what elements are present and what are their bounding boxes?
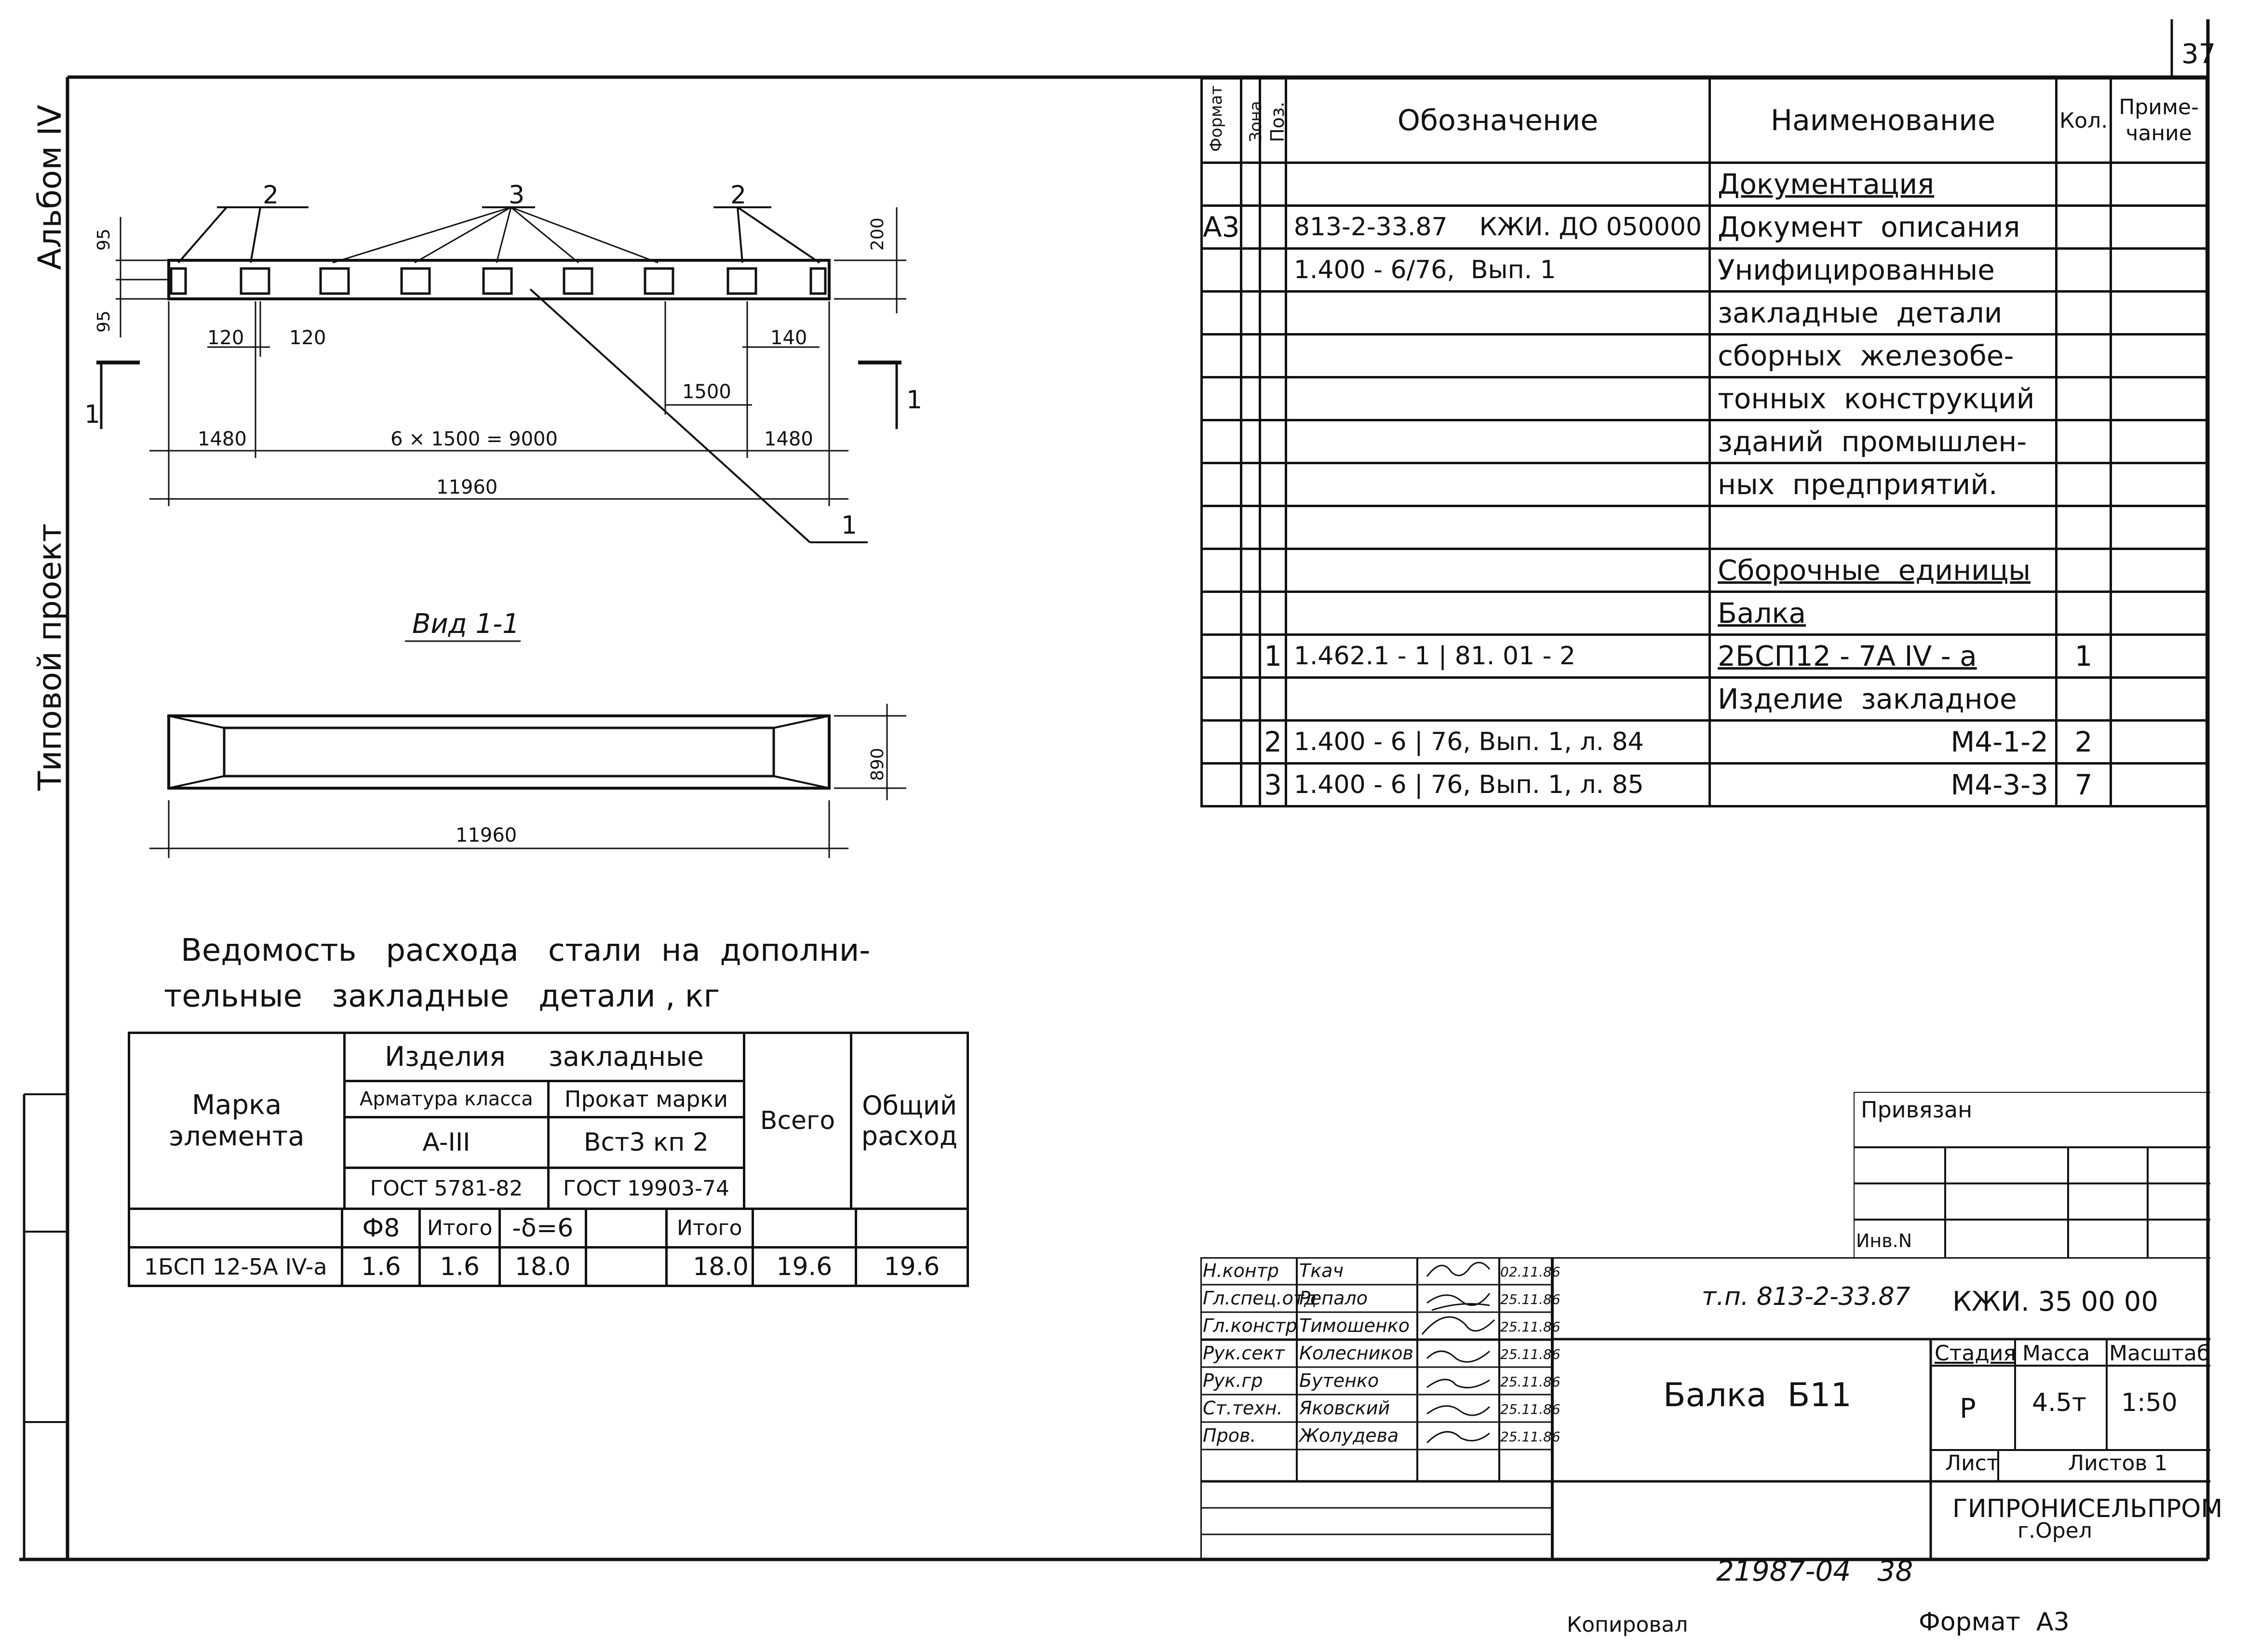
tb-person-date: 25.11.86 xyxy=(1500,1291,1560,1307)
tb-sheets-label: Листов 1 xyxy=(2068,1451,2168,1476)
spec-format xyxy=(1202,249,1241,292)
sub1-class: A-III xyxy=(345,1117,549,1168)
spec-zone xyxy=(1241,163,1260,206)
spec-designation: 1.400 - 6/76, Вып. 1 xyxy=(1286,249,1709,292)
spec-name: Документ описания xyxy=(1710,206,2057,249)
spec-row xyxy=(1202,377,2207,420)
spec-qty: 2 xyxy=(2056,721,2111,764)
tb-person-date: 02.11.86 xyxy=(1500,1264,1560,1280)
spec-format xyxy=(1202,678,1241,721)
spec-row xyxy=(1202,678,2207,721)
dim-1480-left: 1480 xyxy=(198,428,247,450)
spec-qty xyxy=(2056,420,2111,463)
spec-name: Документация xyxy=(1710,163,2057,206)
sub1-header: Арматура класса xyxy=(345,1081,549,1117)
spec-qty xyxy=(2056,292,2111,335)
spec-name: закладные детали xyxy=(1710,292,2057,335)
tb-sheet-label: Лист xyxy=(1945,1451,1999,1476)
spec-name xyxy=(1710,506,2057,549)
spec-pos xyxy=(1260,377,1286,420)
spec-format xyxy=(1202,335,1241,377)
spec-zone xyxy=(1241,420,1260,463)
spec-format xyxy=(1202,420,1241,463)
spec-designation xyxy=(1286,377,1709,420)
spec-note xyxy=(2111,506,2207,549)
spec-format xyxy=(1202,163,1241,206)
steel-table-bottom xyxy=(128,1208,969,1287)
spec-format xyxy=(1202,463,1241,506)
spec-designation xyxy=(1286,678,1709,721)
sub2-header: Прокат марки xyxy=(548,1081,744,1117)
tb-mass: 4.5т xyxy=(2032,1388,2086,1417)
dim-95-top: 95 xyxy=(94,228,114,251)
spec-zone xyxy=(1241,377,1260,420)
spec-note xyxy=(2111,420,2207,463)
spec-pos xyxy=(1260,335,1286,377)
spec-qty xyxy=(2056,549,2111,592)
spec-note xyxy=(2111,764,2207,806)
tb-org: ГИПРОНИСЕЛЬПРОМ xyxy=(1952,1494,2223,1523)
section-mark-right: 1 xyxy=(906,386,923,415)
spec-note xyxy=(2111,206,2207,249)
spec-zone xyxy=(1241,592,1260,635)
dim-120-a: 120 xyxy=(207,327,244,349)
col-empty-header xyxy=(586,1209,666,1248)
spec-designation xyxy=(1286,549,1709,592)
col-mark-header: Марка элемента xyxy=(129,1033,345,1209)
dim-200: 200 xyxy=(868,217,888,251)
tb-person-role: Гл.констр xyxy=(1203,1315,1297,1336)
col-delta-header: -δ=6 xyxy=(500,1209,586,1248)
col-general-header: Общий расход xyxy=(851,1033,968,1209)
spec-designation xyxy=(1286,163,1709,206)
sheet-number: 37 xyxy=(2181,39,2216,70)
footer-inventory: 21987-04 38 xyxy=(1716,1555,1913,1587)
tb-person-name: Бутенко xyxy=(1299,1370,1379,1391)
tb-person-role: Пров. xyxy=(1203,1425,1256,1446)
tb-person-date: 25.11.86 xyxy=(1500,1401,1560,1417)
tb-person-name: Репало xyxy=(1299,1288,1368,1309)
spec-qty xyxy=(2056,335,2111,377)
spec-zone xyxy=(1241,335,1260,377)
section-mark-left: 1 xyxy=(84,400,101,429)
spec-note xyxy=(2111,463,2207,506)
spec-note xyxy=(2111,678,2207,721)
spec-h-format: Формат xyxy=(1202,79,1241,163)
spec-zone xyxy=(1241,721,1260,764)
spec-qty xyxy=(2056,377,2111,420)
footer-copied: Копировал xyxy=(1567,1612,1688,1637)
tb-doc-code: КЖИ. 35 00 00 xyxy=(1952,1286,2158,1317)
spec-designation: 1.400 - 6 | 76, Вып. 1, л. 84 xyxy=(1286,721,1709,764)
col-total1-header: Итого xyxy=(420,1209,500,1248)
spec-h-note: Приме- чание xyxy=(2111,79,2207,163)
spec-row xyxy=(1202,506,2207,549)
spec-pos: 1 xyxy=(1260,635,1286,678)
steel-table xyxy=(128,1032,969,1210)
spec-pos xyxy=(1260,463,1286,506)
spec-format xyxy=(1202,292,1241,335)
spec-h-pos: Поз. xyxy=(1260,79,1286,163)
spec-designation xyxy=(1286,292,1709,335)
spec-table xyxy=(1200,77,2208,807)
dim-6x1500: 6 × 1500 = 9000 xyxy=(390,428,558,450)
spec-row xyxy=(1202,635,2207,678)
dim-11960-view: 11960 xyxy=(456,824,517,846)
spec-designation xyxy=(1286,592,1709,635)
tb-scale: 1:50 xyxy=(2121,1388,2178,1417)
spec-h-qty: Кол. xyxy=(2056,79,2111,163)
general-cell-empty xyxy=(856,1209,968,1248)
spec-note xyxy=(2111,292,2207,335)
spec-h-name: Наименование xyxy=(1710,79,2057,163)
spec-format xyxy=(1202,377,1241,420)
leader-label-2-left: 2 xyxy=(263,181,279,210)
row-empty xyxy=(586,1248,666,1286)
tb-person-date: 25.11.86 xyxy=(1500,1374,1560,1390)
leader-label-3: 3 xyxy=(509,181,525,210)
spec-designation: 1.462.1 - 1 | 81. 01 - 2 xyxy=(1286,635,1709,678)
spec-designation xyxy=(1286,463,1709,506)
spec-zone xyxy=(1241,678,1260,721)
spec-format xyxy=(1202,635,1241,678)
spec-note xyxy=(2111,249,2207,292)
spec-pos xyxy=(1260,292,1286,335)
spec-name: М4-3-3 xyxy=(1710,764,2057,806)
spec-name: М4-1-2 xyxy=(1710,721,2057,764)
spec-zone xyxy=(1241,206,1260,249)
tb-person-name: Тимошенко xyxy=(1299,1315,1410,1336)
spec-note xyxy=(2111,549,2207,592)
spec-note xyxy=(2111,163,2207,206)
spec-zone xyxy=(1241,463,1260,506)
row-mark: 1БСП 12-5А IV-a xyxy=(129,1248,342,1286)
leader-label-2-right: 2 xyxy=(730,181,747,210)
steel-title-line2: тельные закладные детали , кг xyxy=(164,979,720,1014)
spec-designation xyxy=(1286,335,1709,377)
spec-format xyxy=(1202,506,1241,549)
spec-pos xyxy=(1260,678,1286,721)
row-all: 19.6 xyxy=(753,1248,856,1286)
spec-name: Сборочные единицы xyxy=(1710,549,2057,592)
tb-scale-label: Масштаб xyxy=(2109,1341,2210,1366)
sub2-gost: ГОСТ 19903-74 xyxy=(548,1168,744,1209)
binding-title: Привязан xyxy=(1861,1097,1973,1123)
dim-890: 890 xyxy=(868,748,888,781)
spec-row xyxy=(1202,592,2207,635)
row-general: 19.6 xyxy=(856,1248,968,1286)
dim-140: 140 xyxy=(770,327,807,349)
dim-1480-right: 1480 xyxy=(764,428,813,450)
spec-qty xyxy=(2056,592,2111,635)
spec-note xyxy=(2111,592,2207,635)
tb-stage: Р xyxy=(1960,1393,1976,1424)
tb-person-role: Рук.гр xyxy=(1203,1370,1263,1391)
spec-qty xyxy=(2056,206,2111,249)
spec-pos: 3 xyxy=(1260,764,1286,806)
tb-person-role: Ст.техн. xyxy=(1203,1397,1283,1419)
tb-person-role: Рук.сект xyxy=(1203,1343,1285,1364)
sub2-grade: Вст3 кп 2 xyxy=(548,1117,744,1168)
spec-pos xyxy=(1260,506,1286,549)
dim-1500: 1500 xyxy=(682,381,731,403)
spec-pos: 2 xyxy=(1260,721,1286,764)
spec-name: Балка xyxy=(1710,592,2057,635)
spec-note xyxy=(2111,377,2207,420)
spec-pos xyxy=(1260,206,1286,249)
spec-format xyxy=(1202,721,1241,764)
spec-h-zone: Зона xyxy=(1241,79,1260,163)
spec-row xyxy=(1202,764,2207,806)
spec-qty: 7 xyxy=(2056,764,2111,806)
row-phi: 1.6 xyxy=(342,1248,420,1286)
spec-row xyxy=(1202,163,2207,206)
tb-person-name: Колесников xyxy=(1299,1343,1413,1364)
mark-cell-empty xyxy=(129,1209,342,1248)
spec-note xyxy=(2111,721,2207,764)
spec-designation xyxy=(1286,506,1709,549)
spec-row xyxy=(1202,206,2207,249)
spec-format xyxy=(1202,764,1241,806)
spec-row xyxy=(1202,420,2207,463)
tb-person-name: Жолудева xyxy=(1299,1425,1399,1446)
tb-person-role: Н.контр xyxy=(1203,1260,1279,1281)
spec-pos xyxy=(1260,420,1286,463)
spec-note xyxy=(2111,335,2207,377)
spec-name: сборных железобе- xyxy=(1710,335,2057,377)
spec-designation xyxy=(1286,420,1709,463)
spec-row xyxy=(1202,721,2207,764)
sub1-gost: ГОСТ 5781-82 xyxy=(345,1168,549,1209)
spec-row xyxy=(1202,292,2207,335)
spec-row xyxy=(1202,549,2207,592)
spec-row xyxy=(1202,463,2207,506)
col-phi-header: Ф8 xyxy=(342,1209,420,1248)
spec-format xyxy=(1202,549,1241,592)
view-label: Вид 1-1 xyxy=(412,608,520,640)
steel-title-line1: Ведомость расхода стали на дополни- xyxy=(181,933,871,968)
tb-person-role: Гл.спец.отд xyxy=(1203,1288,1317,1309)
spec-qty xyxy=(2056,463,2111,506)
spec-pos xyxy=(1260,249,1286,292)
dim-120-b: 120 xyxy=(289,327,326,349)
tb-stage-label: Стадия xyxy=(1935,1341,2016,1366)
row-total1: 1.6 xyxy=(420,1248,500,1286)
spec-zone xyxy=(1241,635,1260,678)
tb-city: г.Орел xyxy=(2017,1518,2092,1543)
spec-pos xyxy=(1260,163,1286,206)
spec-qty: 1 xyxy=(2056,635,2111,678)
footer-format: Формат А3 xyxy=(1919,1608,2070,1637)
tb-project-code: т.п. 813-2-33.87 xyxy=(1702,1282,1910,1311)
tb-person-date: 25.11.86 xyxy=(1500,1346,1560,1362)
spec-qty xyxy=(2056,163,2111,206)
spec-zone xyxy=(1241,549,1260,592)
tb-mass-label: Масса xyxy=(2022,1341,2090,1366)
spec-designation: 1.400 - 6 | 76, Вып. 1, л. 85 xyxy=(1286,764,1709,806)
tb-title: Балка Б11 xyxy=(1663,1376,1852,1414)
col-total2-header: Итого xyxy=(666,1209,753,1248)
spec-name: зданий промышлен- xyxy=(1710,420,2057,463)
spec-pos xyxy=(1260,549,1286,592)
tb-person-date: 25.11.86 xyxy=(1500,1429,1560,1445)
row-delta: 18.0 xyxy=(500,1248,586,1286)
leader-label-1: 1 xyxy=(841,511,858,540)
row-total2: 18.0 xyxy=(666,1248,753,1286)
spec-note xyxy=(2111,635,2207,678)
tb-person-date: 25.11.86 xyxy=(1500,1319,1560,1335)
spec-h-designation: Обозначение xyxy=(1286,79,1709,163)
spec-format: А3 xyxy=(1202,206,1241,249)
group-header: Изделия закладные xyxy=(345,1033,744,1081)
spec-qty xyxy=(2056,678,2111,721)
album-label: Альбом IV xyxy=(31,105,68,270)
spec-row xyxy=(1202,335,2207,377)
spec-designation: 813-2-33.87 КЖИ. ДО 050000 xyxy=(1286,206,1709,249)
spec-row xyxy=(1202,249,2207,292)
spec-zone xyxy=(1241,292,1260,335)
spec-name: тонных конструкций xyxy=(1710,377,2057,420)
dim-95-bottom: 95 xyxy=(94,310,114,333)
spec-name: ных предприятий. xyxy=(1710,463,2057,506)
spec-format xyxy=(1202,592,1241,635)
spec-name: Изделие закладное xyxy=(1710,678,2057,721)
col-all-header: Всего xyxy=(744,1033,851,1209)
spec-name: Унифицированные xyxy=(1710,249,2057,292)
project-label: Типовой проект xyxy=(31,523,68,791)
tb-person-name: Яковский xyxy=(1299,1397,1390,1419)
spec-pos xyxy=(1260,592,1286,635)
signatures xyxy=(1422,1263,1494,1443)
spec-qty xyxy=(2056,506,2111,549)
spec-zone xyxy=(1241,764,1260,806)
spec-zone xyxy=(1241,506,1260,549)
tb-person-name: Ткач xyxy=(1299,1260,1344,1281)
spec-name: 2БСП12 - 7А IV - а xyxy=(1710,635,2057,678)
spec-zone xyxy=(1241,249,1260,292)
spec-qty xyxy=(2056,249,2111,292)
all-cell-empty xyxy=(753,1209,856,1248)
dim-11960: 11960 xyxy=(436,476,498,498)
inventory-label: Инв.N xyxy=(1856,1230,1912,1251)
